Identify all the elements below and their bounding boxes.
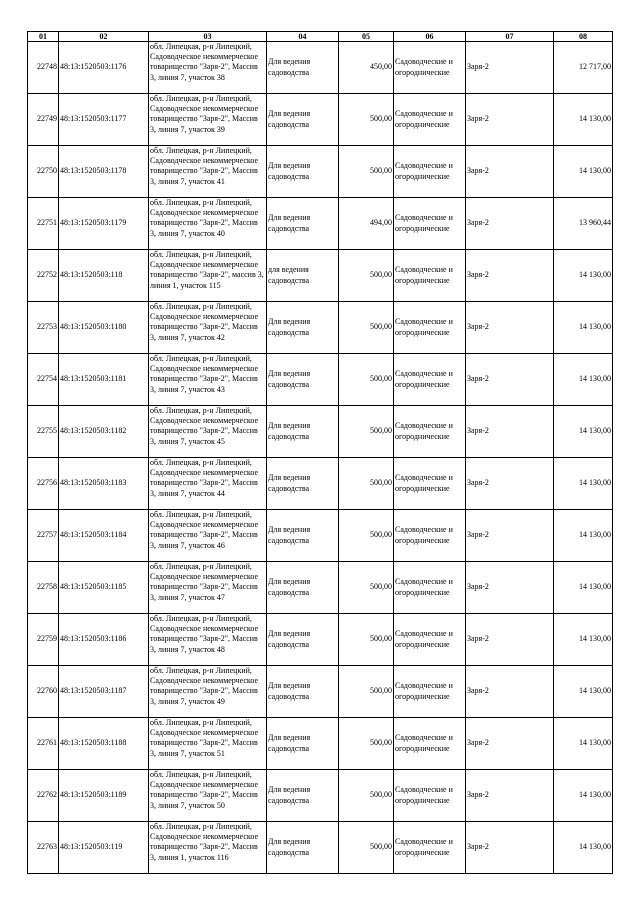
table-row bbox=[28, 94, 613, 146]
area-value: 494,00 bbox=[339, 198, 394, 250]
table-row bbox=[28, 666, 613, 718]
cadastral-value: 14 130,00 bbox=[554, 822, 613, 874]
address-text: обл. Липецкая, р-н Липецкий, Садоводческое некоммерческое товарищество "Заря-2", массив 3, линия 1, участок 115 bbox=[150, 250, 264, 290]
address bbox=[149, 250, 267, 302]
table-row bbox=[28, 146, 613, 198]
area-value: 500,00 bbox=[339, 146, 394, 198]
table-row bbox=[28, 354, 613, 406]
permitted-use: Для ведения садоводства bbox=[267, 510, 339, 562]
column-header-08: 08 bbox=[554, 32, 613, 42]
permitted-use: Для ведения садоводства bbox=[267, 614, 339, 666]
land-category: Садоводческие и огороднические bbox=[394, 822, 466, 874]
column-header-03: 03 bbox=[149, 32, 267, 42]
area-value: 500,00 bbox=[339, 718, 394, 770]
address bbox=[149, 770, 267, 822]
permitted-use: Для ведения садоводства bbox=[267, 146, 339, 198]
permitted-use: Для ведения садоводства bbox=[267, 354, 339, 406]
settlement-name: Заря-2 bbox=[466, 458, 554, 510]
land-category: Садоводческие и огороднические bbox=[394, 42, 466, 94]
row-number: 22761 bbox=[28, 718, 59, 770]
cadastral-value: 14 130,00 bbox=[554, 614, 613, 666]
area-value: 500,00 bbox=[339, 354, 394, 406]
column-header-04: 04 bbox=[267, 32, 339, 42]
address-text: обл. Липецкая, р-н Липецкий, Садоводческое некоммерческое товарищество "Заря-2", Массив 3, линия 1, участок 116 bbox=[150, 822, 259, 862]
settlement-name: Заря-2 bbox=[466, 562, 554, 614]
cadastral-value: 14 130,00 bbox=[554, 458, 613, 510]
cadastral-value: 14 130,00 bbox=[554, 562, 613, 614]
cadastral-number: 48:13:1520503:118 bbox=[59, 250, 149, 302]
land-category: Садоводческие и огороднические bbox=[394, 354, 466, 406]
permitted-use: Для ведения садоводства bbox=[267, 406, 339, 458]
area-value: 450,00 bbox=[339, 42, 394, 94]
land-category: Садоводческие и огороднические bbox=[394, 770, 466, 822]
address-text: обл. Липецкая, р-н Липецкий, Садоводческое некоммерческое товарищество "Заря-2", Массив 3, линия 7, участок 40 bbox=[150, 198, 259, 238]
row-number: 22762 bbox=[28, 770, 59, 822]
row-number: 22760 bbox=[28, 666, 59, 718]
permitted-use: Для ведения садоводства bbox=[267, 302, 339, 354]
table-row bbox=[28, 718, 613, 770]
land-plots-table bbox=[27, 31, 613, 874]
cadastral-number: 48:13:1520503:1189 bbox=[59, 770, 149, 822]
table-row bbox=[28, 614, 613, 666]
cadastral-number: 48:13:1520503:1185 bbox=[59, 562, 149, 614]
area-value: 500,00 bbox=[339, 770, 394, 822]
area-value: 500,00 bbox=[339, 822, 394, 874]
permitted-use: Для ведения садоводства bbox=[267, 666, 339, 718]
cadastral-number: 48:13:1520503:1182 bbox=[59, 406, 149, 458]
address-text: обл. Липецкая, р-н Липецкий, Садоводческое некоммерческое товарищество "Заря-2", Массив 3, линия 7, участок 39 bbox=[150, 94, 259, 134]
row-number: 22749 bbox=[28, 94, 59, 146]
settlement-name: Заря-2 bbox=[466, 666, 554, 718]
address-text: обл. Липецкая, р-н Липецкий, Садоводческое некоммерческое товарищество "Заря-2", Массив 3, линия 7, участок 50 bbox=[150, 770, 259, 810]
permitted-use: Для ведения садоводства bbox=[267, 770, 339, 822]
area-value: 500,00 bbox=[339, 562, 394, 614]
permitted-use: Для ведения садоводства bbox=[267, 562, 339, 614]
area-value: 500,00 bbox=[339, 406, 394, 458]
table-body bbox=[28, 42, 613, 874]
cadastral-number: 48:13:1520503:1183 bbox=[59, 458, 149, 510]
land-category: Садоводческие и огороднические bbox=[394, 562, 466, 614]
permitted-use: Для ведения садоводства bbox=[267, 458, 339, 510]
address bbox=[149, 458, 267, 510]
land-category: Садоводческие и огороднические bbox=[394, 250, 466, 302]
land-category: Садоводческие и огороднические bbox=[394, 406, 466, 458]
permitted-use: для ведения садоводства bbox=[267, 250, 339, 302]
permitted-use: Для ведения садоводства bbox=[267, 718, 339, 770]
area-value: 500,00 bbox=[339, 458, 394, 510]
settlement-name: Заря-2 bbox=[466, 250, 554, 302]
permitted-use: Для ведения садоводства bbox=[267, 94, 339, 146]
cadastral-number: 48:13:1520503:1186 bbox=[59, 614, 149, 666]
cadastral-value: 14 130,00 bbox=[554, 146, 613, 198]
cadastral-value: 13 960,44 bbox=[554, 198, 613, 250]
settlement-name: Заря-2 bbox=[466, 354, 554, 406]
settlement-name: Заря-2 bbox=[466, 42, 554, 94]
permitted-use: Для ведения садоводства bbox=[267, 822, 339, 874]
address-text: обл. Липецкая, р-н Липецкий, Садоводческое некоммерческое товарищество "Заря-2", Массив 3, линия 7, участок 45 bbox=[150, 406, 259, 446]
cadastral-number: 48:13:1520503:1188 bbox=[59, 718, 149, 770]
land-category: Садоводческие и огороднические bbox=[394, 718, 466, 770]
table-row bbox=[28, 562, 613, 614]
area-value: 500,00 bbox=[339, 510, 394, 562]
cadastral-value: 14 130,00 bbox=[554, 510, 613, 562]
column-header-05: 05 bbox=[339, 32, 394, 42]
row-number: 22753 bbox=[28, 302, 59, 354]
permitted-use: Для ведения садоводства bbox=[267, 198, 339, 250]
area-value: 500,00 bbox=[339, 614, 394, 666]
settlement-name: Заря-2 bbox=[466, 94, 554, 146]
settlement-name: Заря-2 bbox=[466, 614, 554, 666]
cadastral-number: 48:13:1520503:1187 bbox=[59, 666, 149, 718]
address-text: обл. Липецкая, р-н Липецкий, Садоводческое некоммерческое товарищество "Заря-2", Массив 3, линия 7, участок 51 bbox=[150, 718, 259, 758]
table-row bbox=[28, 510, 613, 562]
settlement-name: Заря-2 bbox=[466, 302, 554, 354]
settlement-name: Заря-2 bbox=[466, 718, 554, 770]
row-number: 22748 bbox=[28, 42, 59, 94]
address bbox=[149, 666, 267, 718]
column-header-01: 01 bbox=[28, 32, 59, 42]
settlement-name: Заря-2 bbox=[466, 770, 554, 822]
cadastral-value: 14 130,00 bbox=[554, 770, 613, 822]
address-text: обл. Липецкая, р-н Липецкий, Садоводческое некоммерческое товарищество "Заря-2", Массив 3, линия 7, участок 41 bbox=[150, 146, 259, 186]
address-text: обл. Липецкая, р-н Липецкий, Садоводческое некоммерческое товарищество "Заря-2", Массив 3, линия 7, участок 43 bbox=[150, 354, 259, 394]
area-value: 500,00 bbox=[339, 666, 394, 718]
row-number: 22763 bbox=[28, 822, 59, 874]
cadastral-value: 14 130,00 bbox=[554, 250, 613, 302]
area-value: 500,00 bbox=[339, 302, 394, 354]
table-row bbox=[28, 770, 613, 822]
row-number: 22758 bbox=[28, 562, 59, 614]
address-text: обл. Липецкая, р-н Липецкий, Садоводческое некоммерческое товарищество "Заря-2", Массив 3, линия 7, участок 47 bbox=[150, 562, 259, 602]
land-category: Садоводческие и огороднические bbox=[394, 614, 466, 666]
registry-sheet bbox=[27, 31, 613, 874]
table-row bbox=[28, 458, 613, 510]
land-category: Садоводческие и огороднические bbox=[394, 302, 466, 354]
cadastral-number: 48:13:1520503:1184 bbox=[59, 510, 149, 562]
table-row bbox=[28, 250, 613, 302]
address-text: обл. Липецкая, р-н Липецкий, Садоводческое некоммерческое товарищество "Заря-2", Массив 3, линия 7, участок 44 bbox=[150, 458, 259, 498]
land-category: Садоводческие и огороднические bbox=[394, 458, 466, 510]
table-row bbox=[28, 198, 613, 250]
address-text: обл. Липецкая, р-н Липецкий, Садоводческое некоммерческое товарищество "Заря-2", Массив 3, линия 7, участок 48 bbox=[150, 614, 259, 654]
cadastral-value: 14 130,00 bbox=[554, 302, 613, 354]
land-category: Садоводческие и огороднические bbox=[394, 666, 466, 718]
address bbox=[149, 42, 267, 94]
column-header-02: 02 bbox=[59, 32, 149, 42]
address bbox=[149, 562, 267, 614]
row-number: 22755 bbox=[28, 406, 59, 458]
table-row bbox=[28, 822, 613, 874]
settlement-name: Заря-2 bbox=[466, 822, 554, 874]
row-number: 22752 bbox=[28, 250, 59, 302]
permitted-use: Для ведения садоводства bbox=[267, 42, 339, 94]
settlement-name: Заря-2 bbox=[466, 406, 554, 458]
address bbox=[149, 822, 267, 874]
cadastral-value: 12 717,00 bbox=[554, 42, 613, 94]
address bbox=[149, 198, 267, 250]
cadastral-value: 14 130,00 bbox=[554, 718, 613, 770]
table-row bbox=[28, 42, 613, 94]
land-category: Садоводческие и огороднические bbox=[394, 198, 466, 250]
cadastral-value: 14 130,00 bbox=[554, 406, 613, 458]
cadastral-value: 14 130,00 bbox=[554, 354, 613, 406]
header-row bbox=[28, 32, 613, 42]
row-number: 22756 bbox=[28, 458, 59, 510]
column-header-06: 06 bbox=[394, 32, 466, 42]
column-header-07: 07 bbox=[466, 32, 554, 42]
address bbox=[149, 718, 267, 770]
land-category: Садоводческие и огороднические bbox=[394, 94, 466, 146]
address-text: обл. Липецкая, р-н Липецкий, Садоводческое некоммерческое товарищество "Заря-2", Массив 3, линия 7, участок 46 bbox=[150, 510, 259, 550]
settlement-name: Заря-2 bbox=[466, 510, 554, 562]
address bbox=[149, 406, 267, 458]
row-number: 22757 bbox=[28, 510, 59, 562]
land-category: Садоводческие и огороднические bbox=[394, 510, 466, 562]
settlement-name: Заря-2 bbox=[466, 146, 554, 198]
address bbox=[149, 302, 267, 354]
cadastral-value: 14 130,00 bbox=[554, 666, 613, 718]
address bbox=[149, 146, 267, 198]
area-value: 500,00 bbox=[339, 94, 394, 146]
cadastral-number: 48:13:1520503:1179 bbox=[59, 198, 149, 250]
cadastral-number: 48:13:1520503:1177 bbox=[59, 94, 149, 146]
row-number: 22750 bbox=[28, 146, 59, 198]
row-number: 22759 bbox=[28, 614, 59, 666]
land-category: Садоводческие и огороднические bbox=[394, 146, 466, 198]
row-number: 22751 bbox=[28, 198, 59, 250]
cadastral-number: 48:13:1520503:1176 bbox=[59, 42, 149, 94]
address-text: обл. Липецкая, р-н Липецкий, Садоводческое некоммерческое товарищество "Заря-2", Массив 3, линия 7, участок 38 bbox=[150, 42, 259, 82]
address-text: обл. Липецкая, р-н Липецкий, Садоводческое некоммерческое товарищество "Заря-2", Массив 3, линия 7, участок 42 bbox=[150, 302, 259, 342]
cadastral-number: 48:13:1520503:119 bbox=[59, 822, 149, 874]
area-value: 500,00 bbox=[339, 250, 394, 302]
cadastral-value: 14 130,00 bbox=[554, 94, 613, 146]
address-text: обл. Липецкая, р-н Липецкий, Садоводческое некоммерческое товарищество "Заря-2", Массив 3, линия 7, участок 49 bbox=[150, 666, 259, 706]
address bbox=[149, 354, 267, 406]
table-row bbox=[28, 302, 613, 354]
table-row bbox=[28, 406, 613, 458]
cadastral-number: 48:13:1520503:1180 bbox=[59, 302, 149, 354]
address bbox=[149, 94, 267, 146]
address bbox=[149, 510, 267, 562]
row-number: 22754 bbox=[28, 354, 59, 406]
cadastral-number: 48:13:1520503:1181 bbox=[59, 354, 149, 406]
address bbox=[149, 614, 267, 666]
settlement-name: Заря-2 bbox=[466, 198, 554, 250]
cadastral-number: 48:13:1520503:1178 bbox=[59, 146, 149, 198]
